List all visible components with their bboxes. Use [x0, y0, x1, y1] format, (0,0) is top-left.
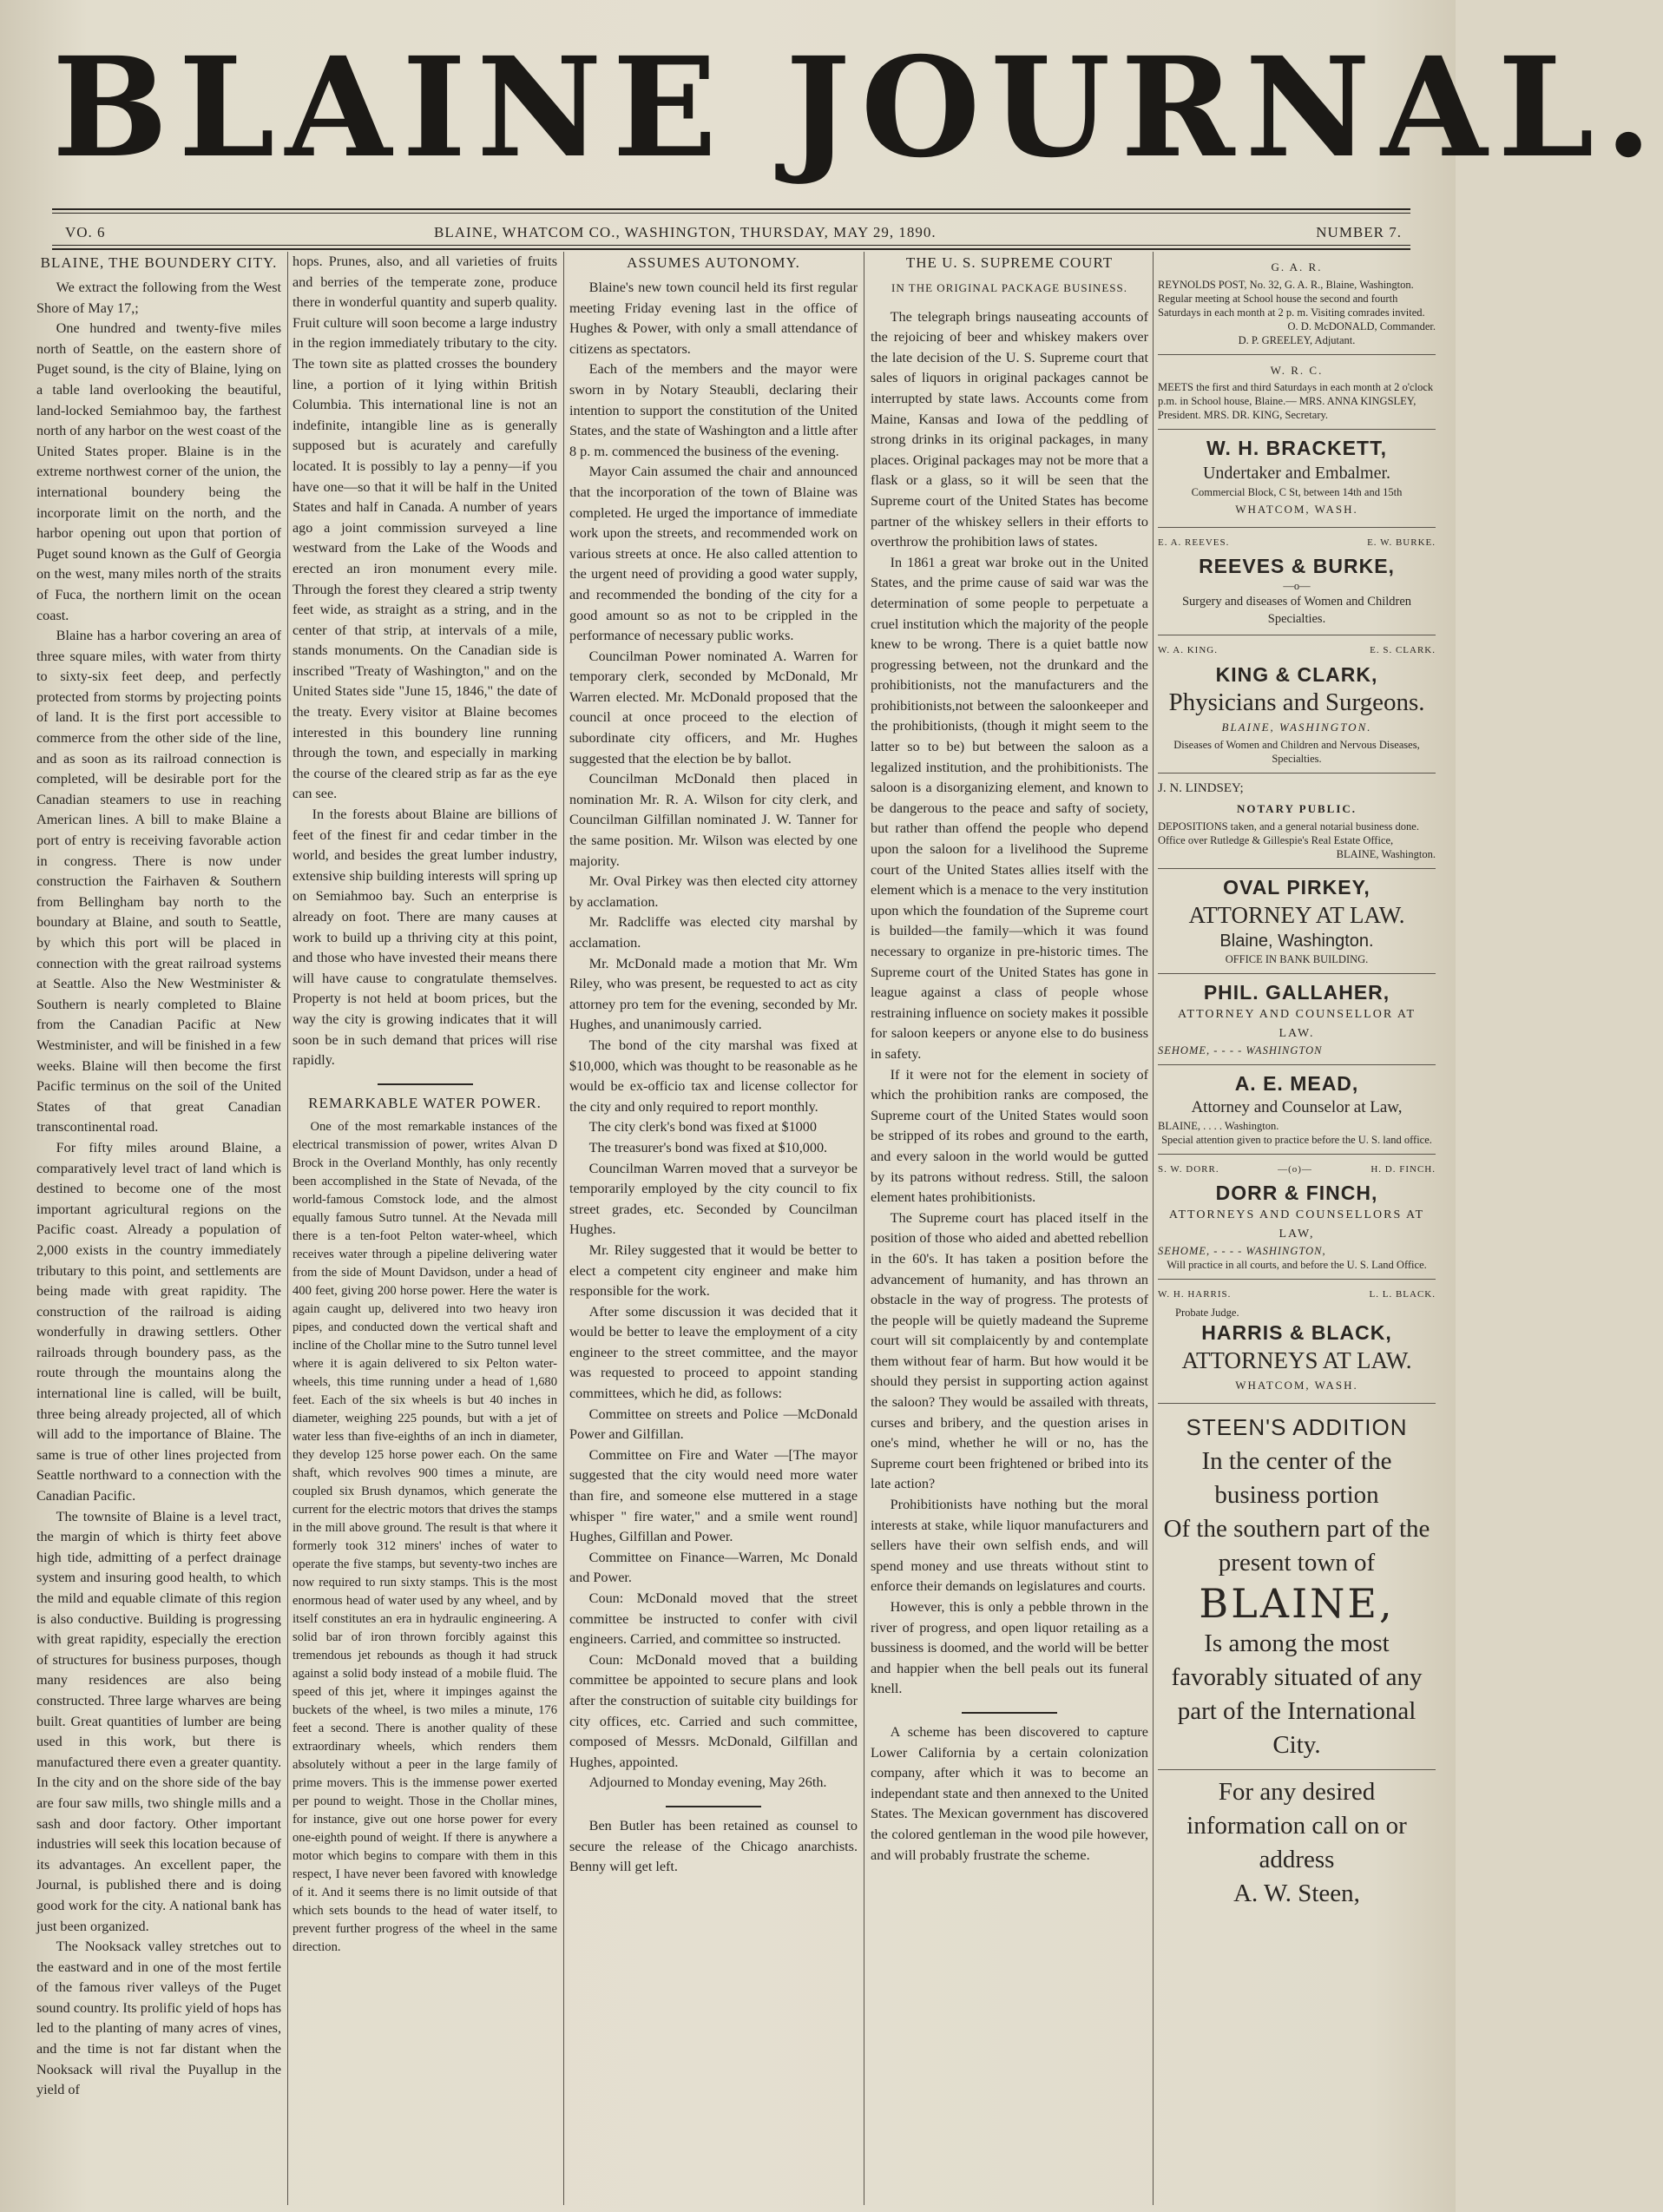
- column-5-directory: [1158, 252, 1436, 2205]
- ad-trade: Undertaker and Embalmer.: [1202, 464, 1391, 484]
- article-subhead: IN THE ORIGINAL PACKAGE BUSINESS.: [891, 281, 1127, 294]
- paragraph: Councilman Warren moved that a surveyor be temporarily employed by the city council to fix street grades, etc. Seconded by Councilman Hughes.: [569, 1160, 858, 1238]
- article-divider: [666, 1806, 761, 1807]
- column-divider: [287, 252, 288, 2205]
- ad-text: For any desired information call on or address: [1158, 1769, 1436, 1877]
- ad-name: DORR & FINCH,: [1215, 1182, 1378, 1205]
- ad-text: MEETS the first and third Saturdays in each month at 2 o'clock p.m. in School house, Blaine.— MRS. ANNA KINGSLEY, President. MRS. DR. KING, Secretary.: [1158, 381, 1434, 422]
- ad-trade: ATTORNEY AND COUNSELLOR AT LAW.: [1177, 1007, 1417, 1040]
- paragraph: Mr. Riley suggested that it would be better to elect a competent city engineer and make him responsible for the work.: [569, 1241, 858, 1300]
- ad-dorr-finch: [1158, 1155, 1436, 1280]
- paragraph: Committee on Finance—Warren, Mc Donald and Power.: [569, 1549, 858, 1586]
- ad-heading: G. A. R.: [1271, 260, 1323, 273]
- ad-partner: H. D. FINCH.: [1370, 1163, 1436, 1175]
- ad-partner: L. L. BLACK.: [1369, 1289, 1436, 1300]
- ad-trade: Attorney and Counselor at Law,: [1191, 1097, 1403, 1116]
- column-divider: [563, 252, 564, 2205]
- article-headline: REMARKABLE WATER POWER.: [308, 1094, 542, 1111]
- paragraph: One hundred and twenty-five miles north of Seattle, on the eastern shore of Puget sound, is the city of Blaine, lying on a table land overlooking the beautiful, land-locked Semiahmoo bay, the farthest north of any harbor on the west coast of the United States proper. Blaine is in the extreme northwest corner of the union, the international boundery being the incorporate limit on the north, and the harbor opening out upon that portion of Puget sound known as the Gulf of Georgia on the west, many miles north of the straits of Fuca, the northern limit on the ocean coast.: [36, 320, 281, 623]
- paragraph: One of the most remarkable instances of the electrical transmission of power, writes Alvan D Brock in the Overland Monthly, has only recently been accomplished in the State of Nevada, of the world-famous Comstock lode, and the almost equally famous Sutro tunnel. At the Nevada mill there is a ten-foot Pelton water-wheel, which receives water through a pipeline delivering water from the side of Mount Davidson, under a head of 400 feet, giving 200 horse power. Here the water is again caught up, delivered into two heavy iron pipes, and conducted down the vertical shaft and incline of the Chollar mine to the Sutro tunnel level where it is again delivered to six Pelton water-wheels, this time running under a head of 1,680 feet. Each of the six wheels is but 40 inches in diameter, weighing 225 pounds, but with a jet of water less than five-eighths of an inch in diameter, they develop 125 horse power each. On the same shaft, which revolves 900 times a minute, are coupled six Brush dynamos, which generate the current for the electric motors that drives the stamps in the mill above ground. The result is that where it formerly took 312 miners' inches of water to operate the five stamps, but seventy-two inches are now required to run sixty stamps. This is the most enormous head of water used by any wheel, and by itself constitutes an era in hydraulic engineering. A solid bar of iron thrown forcibly against this tremendous jet rebounds as though it had struck against a solid body instead of a mobile fluid. The speed of this jet, where it impinges against the buckets of the wheel, is two miles a minute, 176 feet a second. There is another quality of these extraordinary wheels, which renders them absolutely without a peer in the large family of prime movers. This is the immense power exerted per pound to weight. Those in the Chollar mines, for instance, give out one horse power for every one-eighth pound of weight. If there is anywhere a motor which begins to compare with them in this respect, I have never been favored with knowledge of it. And it seems there is no limit outside of that which sets bounds to the head of water itself, to prevent further progress of the wheel in the same direction.: [293, 1119, 557, 1954]
- ad-text: Probate Judge.: [1175, 1306, 1239, 1319]
- ad-trade: NOTARY PUBLIC.: [1236, 802, 1357, 816]
- ad-king-clark: [1158, 635, 1436, 773]
- ad-lindsey: [1158, 774, 1436, 869]
- paragraph: The city clerk's bond was fixed at $1000: [588, 1119, 817, 1136]
- paragraph: If it were not for the element in society of which the prohibition ranks are composed, the Supreme court of the United States would soon be stripped of its robes and ground to the earth, and every saloon in the world would be gutted by its patrons without redress. Still, the saloon element hates prohibitionists.: [871, 1066, 1148, 1206]
- article-headline: ASSUMES AUTONOMY.: [627, 254, 800, 271]
- volume-label: VO. 6: [65, 224, 106, 240]
- ad-city: BLAINE, WASHINGTON.: [1221, 720, 1372, 734]
- paragraph: For fifty miles around Blaine, a comparatively level tract of land which is destined to become one of the most important agricultural regions on the Pacific coast. Already a population of 2,000 exists in the country immediately tributary to this point, and settlements are being made with great rapidity. The construction of the railroad is aiding wonderfully in drawing settlers. Other railroads through boundery pass, as the route through the mountains along the international line is called, will be built, three being already projected, all of which will add to the importance of Blaine. The same is true of other lines projected from Seattle northward to a connection with the Canadian Pacific.: [36, 1139, 281, 1504]
- ad-trade: ATTORNEY AT LAW.: [1188, 901, 1405, 928]
- ad-city: BLAINE, . . . . Washington.: [1158, 1119, 1279, 1132]
- ad-text: DEPOSITIONS taken, and a general notarial business done. Office over Rutledge & Gillespie's Real Estate Office,: [1158, 820, 1419, 846]
- ad-text: OFFICE IN BANK BUILDING.: [1225, 952, 1369, 965]
- paragraph: Blaine's new town council held its first regular meeting Friday evening last in the office of Hughes & Power, with only a small attendance of citizens as spectators.: [569, 280, 858, 357]
- ad-name: W. H. BRACKETT,: [1206, 437, 1387, 460]
- paragraph: Each of the members and the mayor were sworn in by Notary Steaubli, declaring their intention to support the constitution of the United States, and the state of Washington and a little after 8 p. m. commenced the business of the evening.: [569, 361, 858, 459]
- ad-text: Will practice in all courts, and before the U. S. Land Office.: [1167, 1259, 1427, 1272]
- ad-text: Surgery and diseases of Women and Children Specialties.: [1181, 595, 1412, 627]
- dateline-rule-bottom-thick: [52, 248, 1410, 250]
- ad-text: REYNOLDS POST, No. 32, G. A. R., Blaine, Washington. Regular meeting at School house the second and fourth Saturdays in each month at 2 p. m. Visiting comrades invited.: [1158, 278, 1425, 319]
- paragraph: The bond of the city marshal was fixed at $10,000, which was thought to be reasonable as he would be ex-officio tax and license collector for the city and only required to report monthly.: [569, 1037, 858, 1115]
- article-divider: [962, 1712, 1057, 1714]
- paragraph: The Supreme court has placed itself in the position of those who aided and abetted rebellion in the 60's. It has taken a position before the advancement of humanity, and has thrown an obstacle in the way of progress. The protests of the people will be quietly madeand the Supreme court will sit complaicently by and contemplate them without fear of harm. But how would it be should they persist in supporting action against the saloon? They would be assailed with threats, curses and bribery, and the question arises in one's mind, whether he will or no, has the Supreme court been frightened or bribed into its late action?: [871, 1209, 1148, 1492]
- ad-reeves-burke: [1158, 528, 1436, 636]
- ad-separator: —(o)—: [1278, 1163, 1312, 1175]
- paragraph: Adjourned to Monday evening, May 26th.: [588, 1774, 827, 1791]
- ad-heading: W. R. C.: [1270, 363, 1324, 377]
- paragraph: After some discussion it was decided that it would be better to leave the employment of a city engineer to the street committee, and the mayor was requested to proceed to appoint standing committees, which he did, as follows:: [569, 1303, 858, 1402]
- paragraph: The townsite of Blaine is a level tract, the margin of which is thirty feet above high tide, admitting of a perfect drainage system and insuring good health, to which the mild and equable climate of this region is also conductive. Building is progressing with great rapidity, especially the erection of structures for business purposes, though many residences are also being constructed. Three large wharves are being built. Great quantities of lumber are being used in this work, but there is manufactured there even a greater quantity. In the city and on the shore side of the bay are four saw mills, two shingle mills and a sash and door factory. Other important industries will seek this location because of its advantages. An excellent paper, the Journal, is published there and is doing good work for the city. A national bank has just been organized.: [36, 1508, 281, 1934]
- paragraph: Councilman McDonald then placed in nomination Mr. R. A. Wilson for city clerk, and Councilman Gilfillan nominated J. W. Tanner for the same position. Mr. Wilson was elected by one majority.: [569, 771, 858, 869]
- ad-harris-black: [1158, 1280, 1436, 1403]
- column-2: [293, 252, 557, 2205]
- paragraph: The Nooksack valley stretches out to the eastward and in one of the most fertile of the famous river valleys of the Puget sound country. Its prolific yield of hops has led to the planting of many acres of vines, and the time is not far distant when the Nooksack will rival the Puyallup in the yield of: [36, 1939, 281, 2098]
- paragraph: Coun: McDonald moved that a building committee be appointed to secure plans and look after the construction of suitable city buildings for city offices, etc. Carried and such committee, composed of Messrs. McDonald, Gilfillan and Hughes, appointed.: [569, 1651, 858, 1770]
- dateline: [52, 219, 1410, 245]
- ad-partner: E. W. BURKE.: [1367, 537, 1436, 548]
- ad-partner: E. A. REEVES.: [1158, 537, 1230, 548]
- ad-city: Blaine, Washington.: [1219, 931, 1374, 951]
- ad-name: HARRIS & BLACK,: [1201, 1320, 1392, 1344]
- paragraph: Committee on Fire and Water —[The mayor suggested that the city would need more water than fire, and someone else muttered in a stage whisper " fire water," and a smile went round] Hughes, Gilfillan and Power.: [569, 1446, 858, 1545]
- ad-city: SEHOME, - - - - WASHINGTON: [1158, 1043, 1323, 1057]
- paragraph: We extract the following from the West Shore of May 17,;: [36, 280, 281, 316]
- ad-heading: STEEN'S ADDITION: [1186, 1413, 1408, 1440]
- ad-pirkey: [1158, 869, 1436, 974]
- ad-wrc: [1158, 355, 1436, 431]
- ad-brackett: [1158, 430, 1436, 528]
- paragraph: Ben Butler has been retained as counsel to secure the release of the Chicago anarchists. Benny will get left.: [569, 1817, 858, 1875]
- paragraph: The treasurer's bond was fixed at $10,000.: [588, 1139, 828, 1155]
- ad-trade: ATTORNEYS AT LAW.: [1181, 1346, 1412, 1373]
- paragraph: Coun: McDonald moved that the street committee be instructed to confer with civil engineers. Carried, and committee so instructed.: [569, 1590, 858, 1648]
- ad-steens-addition: [1158, 1404, 1436, 1911]
- paragraph: The telegraph brings nauseating accounts of the rejoicing of beer and whiskey makers over the late decision of the U. S. Supreme court that sales of liquors in original packages cannot be interrupted by state laws. Accounts come from Maine, Kansas and Iowa of the peddling of strong drinks in its original packages, in many places. Original packages may not be more that a flask or a glass, so it will be seen that the Supreme court of the United States has become partner of the whiskey sellers in their efforts to overthrow the prohibition laws of states.: [871, 308, 1148, 550]
- ad-partner: W. H. HARRIS.: [1158, 1289, 1232, 1300]
- paragraph: In the forests about Blaine are billions of feet of the finest fir and cedar timber in the world, and besides the great lumber industry, extensive ship building interests will spring up on Semiahmoo bay. Such an enterprise is already on foot. There are many causes at work to build up a thriving city at this point, and those who have invested their means there will have cause to congratulate themselves. Property is not held at boom prices, but the way the city is growing indicates that it will soon be in such demand that prices will rise rapidly.: [293, 806, 557, 1069]
- paragraph: Mr. McDonald made a motion that Mr. Wm Riley, who was present, be requested to act as city attorney pro tem for the evening, seconded by Mr. Hughes, and unanimously carried.: [569, 955, 858, 1033]
- article-divider: [378, 1083, 473, 1085]
- masthead-rule-top-thin: [52, 213, 1410, 214]
- paragraph: Mayor Cain assumed the chair and announced that the incorporation of the town of Blaine was completed. He urged the importance of immediate work upon the streets, and recommended work on various streets at once. He also called attention to the urgent need of providing a good water supply, and recommended the bonding of the city for a good amount so as not to be crippled in the performance of necessary public works.: [569, 464, 858, 644]
- ad-name: REEVES & BURKE,: [1199, 555, 1395, 578]
- article-headline: BLAINE, THE BOUNDERY CITY.: [40, 254, 278, 271]
- place-date: BLAINE, WHATCOM CO., WASHINGTON, THURSDAY, MAY 29, 1890.: [434, 224, 937, 240]
- issue-number: NUMBER 7.: [1316, 224, 1402, 240]
- paragraph: Blaine has a harbor covering an area of three square miles, with water from thirty to sixty-six feet deep, and perfectly protected from storms by projecting points of land. It is the first port accessible to commerce from the other side of the line, and as soon as its railroad connection is completed, will be desirable port for the Canadian steamers to use in reaching American lines. A bill to make Blaine a port of entry is receiving favorable action in congress. There is now under construction the Fairhaven & Southern from Bellingham bay north to the boundary at Blaine, and south to Seattle, by which this port will be placed in connection with the great railroad systems at Seattle. Also the New Westminister & Southern is nearly completed to Blaine from the Canadian Pacific at New Westminister, and will be finished in a few weeks. Blaine will then become the first Pacific terminus on the soil of the United States of that great Canadian transcontinental road.: [36, 628, 281, 1136]
- ad-city: WHATCOM, WASH.: [1235, 1378, 1358, 1392]
- paragraph: A scheme has been discovered to capture Lower California by a certain colonization company, after which it was to become an independant state and then annexed to the United States. The Mexican government has discovered the colored gentleman in the wood pile however, and will probably frustrate the scheme.: [871, 1723, 1148, 1863]
- ad-text: O. D. McDONALD, Commander.: [1287, 319, 1436, 332]
- ad-name: PHIL. GALLAHER,: [1203, 980, 1390, 1004]
- ad-text: Special attention given to practice before the U. S. land office.: [1161, 1133, 1432, 1146]
- ad-text: Diseases of Women and Children and Nervous Diseases, Specialties.: [1173, 738, 1420, 765]
- ad-partner: W. A. KING.: [1158, 645, 1218, 656]
- ad-city: BLAINE, Washington.: [1336, 847, 1436, 860]
- ad-name: A. E. MEAD,: [1234, 1071, 1359, 1095]
- column-divider: [1153, 252, 1154, 2205]
- ad-text: In the center of the business portion: [1201, 1446, 1392, 1509]
- paragraph: In 1861 a great war broke out in the United States, and the prime cause of said war was the determination of some people to perpetuate a cruel institution which the majority of the people knew to be wrong. There is a quiet battle now progressing between, not the drunkard and the prohibitionists, not the manufacturers and the prohibitionists,not between the saloonkeeper and the prohibitionists, (though it might seem to the latter so to be) but between the saloon as a legalized institution, and the prohibitionists. The saloon is a disorganizing element, and known to be dangerous to the peace and safty of society, but rather than offend the people who depend upon the saloon for a livelihood the Supreme court of the United States allies itself with the element which is a menace to the very institution upon which the foundation of the Supreme court is builded—the family—which it was found necessary to organize in pre-historic times. The Supreme court of the United States has gone in league against a class of people whose restraining influence on society makes it possible for saloon keepers or anyone else to do business in safety.: [871, 554, 1148, 1062]
- masthead-title: BLAINE JOURNAL.: [52, 28, 1663, 188]
- ad-trade: ATTORNEYS AND COUNSELLORS AT LAW,: [1168, 1208, 1425, 1241]
- ad-name: KING & CLARK,: [1215, 662, 1378, 686]
- paragraph: Mr. Oval Pirkey was then elected city attorney by acclamation.: [569, 873, 858, 910]
- column-1: [36, 252, 281, 2205]
- paragraph: However, this is only a pebble thrown in the river of progress, and open liquor retailing as a bussiness is doomed, and the world will be better and happier when the bell peals out its funeral knell.: [871, 1599, 1148, 1697]
- paragraph: Committee on streets and Police —McDonald Power and Gilfillan.: [569, 1406, 858, 1443]
- column-4: [871, 252, 1148, 2205]
- paragraph: Mr. Radcliffe was elected city marshal by acclamation.: [569, 914, 858, 951]
- ad-trade: Physicians and Surgeons.: [1168, 688, 1425, 716]
- ad-contact: A. W. Steen,: [1233, 1879, 1360, 1907]
- ad-gallaher: [1158, 974, 1436, 1065]
- ad-name: J. N. LINDSEY;: [1158, 780, 1244, 795]
- ad-text: Of the southern part of the present town of: [1163, 1514, 1430, 1577]
- ad-mead: [1158, 1065, 1436, 1155]
- ad-city: SEHOME, - - - - WASHINGTON,: [1158, 1245, 1326, 1258]
- column-3: [569, 252, 858, 2205]
- paragraph: Councilman Power nominated A. Warren for temporary clerk, seconded by McDonald, Mr Warren elected. Mr. McDonald proposed that the council at once proceed to the election of subordinate city officers, and Mr. Hughes suggested that the election be by ballot.: [569, 648, 858, 767]
- ad-partner: S. W. DORR.: [1158, 1163, 1219, 1175]
- paragraph: hops. Prunes, also, and all varieties of fruits and berries of the temperate zone, produce there in wonderful quantity and superb quality. Fruit culture will soon become a large industry in the region immediately tributary to the city. The town site as platted crosses the boundery line, a portion of it lying within British Columbia. This international line is not an indefinite, intangible line as is generally supposed but is acurately and carefully located. It is possibly to lay a penny—if you have one—so that it will be half in the United States and half in Canada. A number of years ago a joint commission surveyed a line westward from the Lake of the Woods and erected an iron monument every mile. Through the forest they cleared a strip twenty feet wide, as straight as a string, and in the center of that strip, at intervals of a mile, stands monuments. On the Canadian side is inscribed "Treaty of Washington," and on the United States side "June 15, 1846," the date of the treaty. Every visitor at Blaine becomes interested in this boundery line running through the town, and especially in marking the course of the cleared strip as far as the eye can see.: [293, 253, 557, 802]
- ad-text: D. P. GREELEY, Adjutant.: [1238, 333, 1356, 346]
- dateline-rule-bottom: [52, 245, 1410, 246]
- article-headline: THE U. S. SUPREME COURT: [905, 254, 1114, 271]
- masthead-rule-top: [52, 208, 1410, 210]
- ad-gar: [1158, 252, 1436, 355]
- ad-name: OVAL PIRKEY,: [1223, 875, 1370, 899]
- ad-text: Commercial Block, C St, between 14th and 15th: [1191, 486, 1403, 499]
- ad-text: Is among the most favorably situated of any part of the International City.: [1171, 1629, 1423, 1759]
- ad-separator: —o—: [1283, 580, 1311, 593]
- paragraph: Prohibitionists have nothing but the moral interests at stake, while liquor manufacturers and sellers have their own selfish ends, and will spend money and use threats without stint to enforce their demands on legislatures and courts.: [871, 1497, 1148, 1595]
- ad-city: WHATCOM, WASH.: [1235, 503, 1358, 517]
- ad-partner: E. S. CLARK.: [1370, 645, 1436, 656]
- ad-town-name: BLAINE,: [1199, 1579, 1395, 1627]
